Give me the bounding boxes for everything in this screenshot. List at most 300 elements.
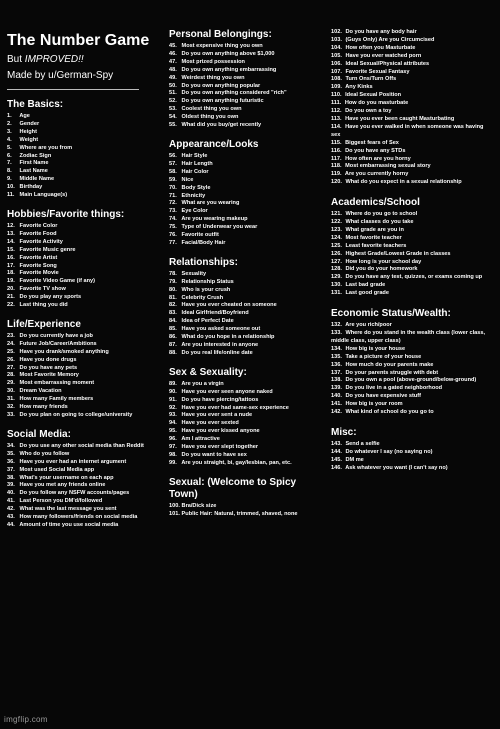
question-text: Favorite Artist <box>18 254 58 261</box>
question-text: Nice <box>180 176 194 183</box>
question-number: 1. <box>7 113 12 119</box>
question-item <box>169 169 324 177</box>
question-number: 36. <box>7 458 15 465</box>
question-number: 109. <box>331 84 342 91</box>
question-text: Do whatever I say (no saying no) <box>343 448 433 455</box>
question-number: 103. <box>331 36 342 43</box>
question-text: Zodiac Sign <box>18 152 52 159</box>
question-item <box>7 412 162 420</box>
question-item <box>169 302 324 310</box>
question-text: Who do you follow <box>18 450 70 457</box>
question-text: How big is your room <box>343 401 403 408</box>
question-item <box>7 302 162 310</box>
question-item <box>7 490 162 498</box>
question-item <box>169 43 324 51</box>
question-number: 8. <box>7 168 12 175</box>
question-text: Did you do your homework <box>343 266 418 273</box>
question-number: 131. <box>331 290 342 297</box>
question-item <box>169 287 324 295</box>
question-number: 79. <box>169 278 177 285</box>
question-item <box>331 251 494 259</box>
question-list <box>331 322 494 417</box>
question-item <box>331 219 494 227</box>
question-number: 86. <box>169 334 177 341</box>
question-number: 102. <box>331 29 342 35</box>
question-text: Have you met any friends online <box>18 482 106 489</box>
question-number: 37. <box>7 466 15 473</box>
question-item <box>331 441 494 449</box>
question-number: 41. <box>7 498 15 505</box>
question-number: 108. <box>331 76 342 83</box>
question-number: 35. <box>7 450 15 457</box>
question-text: Most embarrassing moment <box>18 380 95 387</box>
question-number: 94. <box>169 420 177 427</box>
question-text: Do you plan on going to college/university <box>18 412 133 418</box>
question-text: Relationship Status <box>180 278 234 285</box>
section-2 <box>7 319 162 420</box>
section-title: Hobbies/Favorite things: <box>7 208 125 220</box>
question-text: Do you have any body hair <box>343 29 417 35</box>
question-item <box>331 156 494 164</box>
question-text: Do you own anything above $1,000 <box>180 50 275 57</box>
question-text: Do you play any sports <box>18 294 82 301</box>
question-number: 46. <box>169 50 177 57</box>
question-text: Ideal Girlfriend/Boyfriend <box>180 310 249 317</box>
question-number: 7. <box>7 160 12 167</box>
question-item <box>169 460 324 468</box>
question-item <box>169 114 324 122</box>
section-title: Personal Belongings: <box>169 29 272 40</box>
question-item <box>7 286 162 294</box>
question-number: 87. <box>169 342 177 348</box>
question-number: 100. <box>169 502 180 509</box>
question-item <box>331 330 494 346</box>
question-number: 74. <box>169 216 177 223</box>
question-item <box>331 116 494 124</box>
question-item <box>169 153 324 161</box>
question-item <box>169 90 324 98</box>
question-item <box>331 393 494 401</box>
section-3 <box>7 429 162 530</box>
question-number: 135. <box>331 353 342 360</box>
question-number: 56. <box>169 152 177 159</box>
question-number: 32. <box>7 404 15 411</box>
question-item <box>7 192 162 200</box>
question-text: Do you own a pool (above-ground/below-ground) <box>343 377 477 384</box>
subtitle-emphasis: IMPROVED!! <box>24 54 84 65</box>
question-item <box>331 377 494 385</box>
question-item <box>169 381 324 389</box>
question-number: 29. <box>7 380 15 387</box>
question-text: Eye Color <box>180 208 208 215</box>
question-text: Have you ever cheated on someone <box>180 302 277 309</box>
question-number: 121. <box>331 211 342 218</box>
question-item <box>7 357 162 365</box>
question-number: 40. <box>7 490 15 497</box>
question-number: 126. <box>331 250 342 257</box>
question-text: Have you ever been caught Masturbating <box>343 115 455 122</box>
question-text: Coolest thing you own <box>180 106 242 113</box>
watermark: imgflip.com <box>4 715 48 724</box>
question-list <box>7 113 162 200</box>
question-item <box>169 405 324 413</box>
question-number: 140. <box>331 393 342 400</box>
question-number: 110. <box>331 92 342 99</box>
section-7 <box>169 367 324 468</box>
question-text: Public Hair: Natural, trimmed, shaved, none <box>180 510 298 517</box>
question-text: Biggest fears of Sex <box>343 139 399 146</box>
question-item <box>331 92 494 100</box>
question-number: 39. <box>7 482 15 489</box>
question-text: Favorite outfit <box>180 232 219 239</box>
question-text: Ideal Sexual Position <box>343 92 402 99</box>
question-number: 4. <box>7 136 12 143</box>
question-number: 116. <box>331 147 342 154</box>
question-text: Dream Vacation <box>18 388 62 395</box>
question-item <box>331 354 494 362</box>
question-number: 16. <box>7 254 15 261</box>
question-text: First Name <box>18 160 49 167</box>
question-text: Type of Underwear you wear <box>180 224 258 231</box>
question-list <box>169 43 324 130</box>
question-text: Where do you go to school <box>343 211 418 218</box>
question-number: 42. <box>7 506 15 513</box>
question-item <box>331 457 494 465</box>
question-item <box>169 334 324 342</box>
question-list <box>331 441 494 473</box>
question-number: 123. <box>331 226 342 233</box>
question-number: 143. <box>331 440 342 447</box>
sections-column-3 <box>331 29 494 473</box>
question-list <box>331 29 494 187</box>
question-list <box>169 503 324 519</box>
question-item <box>169 83 324 91</box>
section-5 <box>169 139 324 248</box>
question-text: Any Kinks <box>343 84 373 91</box>
section-0 <box>7 99 162 200</box>
question-number: 2. <box>7 120 12 127</box>
question-number: 77. <box>169 239 177 246</box>
question-item <box>331 401 494 409</box>
section-title: Economic Status/Wealth: <box>331 308 451 320</box>
question-number: 130. <box>331 282 342 289</box>
question-text: Do you follow any NSFW accounts/pages <box>18 490 130 497</box>
question-number: 127. <box>331 258 342 265</box>
question-item <box>331 370 494 378</box>
sections-column-1 <box>7 99 162 530</box>
question-number: 52. <box>169 98 177 105</box>
question-item <box>7 365 162 373</box>
question-number: 50. <box>169 82 177 89</box>
question-text: Hair Length <box>180 160 213 167</box>
question-number: 85. <box>169 326 177 333</box>
question-item <box>7 506 162 514</box>
question-number: 18. <box>7 270 15 277</box>
question-item <box>331 274 494 282</box>
question-number: 14. <box>7 238 15 245</box>
question-number: 93. <box>169 412 177 419</box>
question-item <box>7 113 162 121</box>
question-number: 111. <box>331 100 342 107</box>
question-item <box>7 168 162 176</box>
section-title: Social Media: <box>7 428 71 440</box>
question-item <box>331 385 494 393</box>
question-item <box>169 503 324 511</box>
question-text: Future Job/Career/Ambitions <box>18 340 97 347</box>
question-number: 23. <box>7 332 15 339</box>
question-item <box>331 449 494 457</box>
question-text: Celebrity Crush <box>180 294 224 301</box>
question-item <box>331 346 494 354</box>
question-text: (Guys Only) Are you Circumcised <box>343 36 435 43</box>
question-text: Weirdest thing you own <box>180 74 245 81</box>
question-number: 76. <box>169 232 177 239</box>
question-number: 97. <box>169 444 177 451</box>
question-item <box>331 100 494 108</box>
question-number: 49. <box>169 74 177 81</box>
question-number: 114. <box>331 123 342 130</box>
question-item <box>7 137 162 145</box>
question-text: What was the last message you sent <box>18 506 117 513</box>
question-text: Do you have piercing/tattoos <box>180 396 259 403</box>
question-item <box>331 362 494 370</box>
section-title: Sex & Sexuality: <box>169 366 247 378</box>
question-text: Do you own anything embarrassing <box>180 66 277 73</box>
question-number: 117. <box>331 155 342 162</box>
question-text: Do you have expensive stuff <box>343 393 421 400</box>
question-number: 81. <box>169 294 177 301</box>
question-item <box>331 29 494 37</box>
question-text: Do you have any test, quizzes, or exams coming up <box>343 274 483 281</box>
question-text: Favorite Color <box>18 222 58 229</box>
question-text: Favorite TV show <box>18 286 66 293</box>
question-item <box>169 350 324 358</box>
sections-column-2 <box>169 29 324 519</box>
question-item <box>169 106 324 114</box>
question-number: 6. <box>7 152 12 159</box>
question-item <box>331 84 494 92</box>
question-text: Send a selfie <box>343 440 380 447</box>
question-text: Have you ever sexted <box>180 420 239 427</box>
question-item <box>331 45 494 53</box>
column-left <box>7 0 162 530</box>
question-item <box>331 235 494 243</box>
question-text: What do you expect in a sexual relationship <box>343 179 462 186</box>
question-text: Have you asked someone out <box>180 326 261 333</box>
question-item <box>169 397 324 405</box>
question-number: 82. <box>169 302 177 309</box>
question-number: 17. <box>7 262 15 269</box>
question-text: What did you buy/get recently <box>180 122 262 129</box>
question-text: Do you own anything considered "rich" <box>180 90 287 97</box>
question-text: Do you own anything futuristic <box>180 98 264 105</box>
question-number: 73. <box>169 208 177 215</box>
question-item <box>169 420 324 428</box>
question-item <box>331 76 494 84</box>
question-item <box>7 482 162 490</box>
question-item <box>7 498 162 506</box>
question-item <box>169 279 324 287</box>
question-number: 78. <box>169 270 177 277</box>
question-item <box>169 177 324 185</box>
question-number: 72. <box>169 200 177 207</box>
question-text: Facial/Body Hair <box>180 239 226 246</box>
question-item <box>331 211 494 219</box>
question-text: How much do your parents make <box>343 361 434 368</box>
question-number: 75. <box>169 224 177 231</box>
question-text: What do you hope in a relationship <box>180 334 275 341</box>
question-number: 12. <box>7 222 15 229</box>
question-item <box>331 409 494 417</box>
question-text: Have you done drugs <box>18 356 77 363</box>
question-item <box>169 216 324 224</box>
question-number: 13. <box>7 230 15 237</box>
question-text: Main Language(s) <box>18 192 68 199</box>
question-text: Do you currently have a job <box>18 332 93 339</box>
question-text: Are you currently horny <box>343 171 409 178</box>
question-item <box>331 227 494 235</box>
question-item <box>331 124 494 140</box>
question-text: Birthday <box>18 184 43 191</box>
question-text: Do your parents struggle with debt <box>343 369 439 376</box>
question-item <box>331 179 494 187</box>
question-text: Most favorite teacher <box>343 234 402 241</box>
question-item <box>331 282 494 290</box>
question-text: Least favorite teachers <box>343 242 407 249</box>
question-number: 9. <box>7 176 12 183</box>
question-text: Favorite Song <box>18 262 57 269</box>
question-item <box>169 193 324 201</box>
question-text: How often you Masturbate <box>343 44 416 51</box>
question-text: Favorite Sexual Fantasy <box>343 68 410 75</box>
question-text: Have you ever watched porn <box>343 52 422 59</box>
question-text: Most used Social Media app <box>18 466 95 473</box>
question-list <box>7 223 162 310</box>
question-item <box>169 428 324 436</box>
question-text: Do you real life/online date <box>180 349 253 356</box>
question-text: Who is your crush <box>180 286 231 293</box>
question-text: Have you ever had same-sex experience <box>180 404 289 411</box>
question-number: 137. <box>331 369 342 376</box>
question-item <box>169 511 324 519</box>
question-text: Hair Color <box>180 168 209 175</box>
question-text: Last good grade <box>343 290 389 297</box>
question-number: 58. <box>169 168 177 175</box>
question-number: 55. <box>169 122 177 129</box>
question-item <box>169 224 324 232</box>
question-item <box>331 148 494 156</box>
question-item <box>7 129 162 137</box>
question-text: Idea of Perfect Date <box>180 318 234 325</box>
question-text: Middle Name <box>18 176 55 183</box>
question-text: Do you want to have sex <box>180 451 247 458</box>
question-number: 101. <box>169 510 180 517</box>
question-number: 89. <box>169 380 177 387</box>
question-text: Bra/Dick size <box>180 502 217 509</box>
question-number: 15. <box>7 246 15 253</box>
question-text: How many friends <box>18 404 68 411</box>
question-text: Last bad grade <box>343 282 386 289</box>
question-item <box>169 389 324 397</box>
question-item <box>7 467 162 475</box>
question-text: Most expensive thing you own <box>180 43 263 49</box>
question-item <box>7 145 162 153</box>
question-number: 120. <box>331 179 342 186</box>
question-text: Favorite Movie <box>18 270 59 277</box>
question-number: 25. <box>7 348 15 355</box>
question-text: Weight <box>18 136 39 143</box>
question-item <box>169 318 324 326</box>
question-text: Most Favorite Memory <box>18 372 79 379</box>
question-item <box>331 266 494 274</box>
question-number: 99. <box>169 459 177 466</box>
question-item <box>7 239 162 247</box>
question-number: 88. <box>169 349 177 356</box>
question-text: DM me <box>343 456 364 463</box>
question-item <box>7 184 162 192</box>
section-8 <box>169 477 324 519</box>
question-number: 30. <box>7 388 15 395</box>
section-1 <box>7 209 162 310</box>
question-item <box>331 259 494 267</box>
question-item <box>169 271 324 279</box>
question-text: How big is your house <box>343 345 406 352</box>
section-title: Misc: <box>331 426 357 438</box>
question-text: Have you ever walked in when someone was having sex <box>331 123 484 138</box>
question-number: 57. <box>169 160 177 167</box>
question-item <box>331 465 494 473</box>
question-text: Are you straight, bi, gay/lesbian, pan, etc. <box>180 459 292 466</box>
question-text: Ask whatever you want (I can't say no) <box>343 464 448 471</box>
question-number: 136. <box>331 361 342 368</box>
question-item <box>7 522 162 530</box>
question-text: Am I attractive <box>180 436 220 443</box>
question-number: 21. <box>7 294 15 301</box>
question-number: 134. <box>331 345 342 352</box>
question-number: 5. <box>7 144 12 151</box>
question-number: 84. <box>169 318 177 325</box>
title-divider <box>7 89 139 90</box>
question-number: 3. <box>7 128 12 135</box>
section-11 <box>331 308 494 417</box>
section-title: Appearance/Looks <box>169 138 259 150</box>
question-number: 144. <box>331 448 342 455</box>
question-number: 10. <box>7 184 15 191</box>
question-number: 128. <box>331 266 342 273</box>
question-number: 71. <box>169 192 177 199</box>
question-number: 53. <box>169 106 177 113</box>
section-6 <box>169 257 324 358</box>
question-item <box>331 61 494 69</box>
question-item <box>7 333 162 341</box>
question-text: Favorite Food <box>18 230 57 237</box>
question-text: Gender <box>18 120 40 127</box>
question-number: 44. <box>7 521 15 528</box>
question-number: 83. <box>169 310 177 317</box>
question-text: Ideal Sexual/Physical attributes <box>343 60 430 67</box>
question-item <box>7 388 162 396</box>
question-item <box>7 380 162 388</box>
section-title: Life/Experience <box>7 318 81 330</box>
question-text: Highest Grade/Lowest Grade in classes <box>343 250 451 257</box>
question-number: 146. <box>331 464 342 471</box>
question-item <box>7 459 162 467</box>
question-item <box>169 240 324 248</box>
question-number: 113. <box>331 115 342 122</box>
question-item <box>7 451 162 459</box>
question-text: How do you masturbate <box>343 100 409 107</box>
question-item <box>169 326 324 334</box>
